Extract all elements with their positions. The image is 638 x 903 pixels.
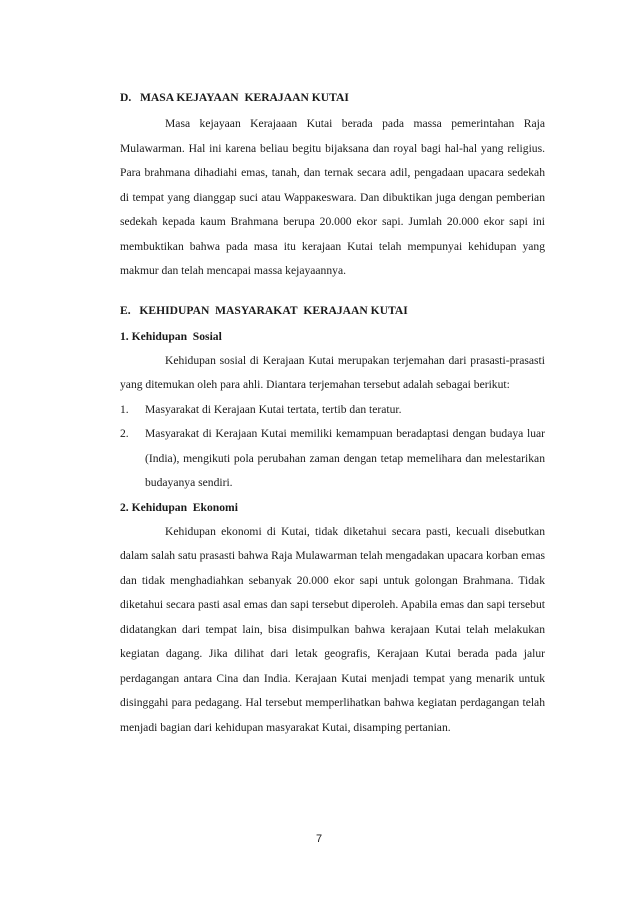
section-e-heading: E. KEHIDUPAN MASYARAKAT KERAJAAN KUTAI: [120, 303, 408, 317]
list-item-number: 1.: [120, 402, 129, 416]
subsection-sosial-title: 1. Kehidupan Sosial: [120, 329, 222, 343]
list-item: [120, 398, 545, 423]
list-item-number: 2.: [120, 427, 129, 440]
list-item: [120, 422, 545, 496]
section-d-heading: D. MASA KEJAYAAN KERAJAAN KUTAI: [120, 91, 349, 104]
list-item-text: Masyarakat di Kerajaan Kutai tertata, tertib dan teratur.: [145, 402, 402, 416]
page-number: 7: [315, 833, 323, 845]
page-content: [120, 84, 545, 740]
section-d-paragraph: Masa kejayaan Kerajaaan Kutai berada pada massa pemerintahan Raja Mulawarman. Hal ini karena beliau begitu bijaksana dan royal bagi hal-hal yang religius. Para brahmana dihadiahi emas, tanah, dan ternak secara adil, pengadaan upacara sedekah di tempat yang dianggap suci atau Wapракeswara. Dan dibuktikan juga dengan pemberian sedekah kepada kaum Brahmana berupa 20.000 ekor sapi. Jumlah 20.000 ekor sapi ini membuktikan bahwa pada masa itu kerajaan Kutai telah mempunyai kehidupan yang makmur dan telah mencapai massa kejayaannya.: [120, 117, 545, 277]
list-item-text: Masyarakat di Kerajaan Kutai memiliki kemampuan beradaptasi dengan budaya luar (India), mengikuti pola perubahan zaman dengan tetap memelihara dan melestarikan budayanya sendiri.: [145, 427, 545, 489]
subsection-sosial-paragraph: Kehidupan sosial di Kerajaan Kutai merupakan terjemahan dari prasasti-prasasti yang ditemukan oleh para ahli. Diantara terjemahan tersebut adalah sebagai berikut:: [120, 353, 545, 391]
sosial-list: [120, 398, 545, 496]
subsection-ekonomi-title: 2. Kehidupan Ekonomi: [120, 500, 238, 514]
subsection-ekonomi-paragraph: Kehidupan ekonomi di Kutai, tidak diketahui secara pasti, kecuali disebutkan dalam salah satu prasasti bahwa Raja Mulawarman telah mengadakan upacara korban emas dan tidak menghadiahkan sebanyak 20.000 ekor sapi untuk golongan Brahmana. Tidak diketahui secara pasti asal emas dan sapi tersebut diperoleh. Apabila emas dan sapi tersebut didatangkan dari tempat lain, bisa disimpulkan bahwa kerajaan Kutai telah melakukan kegiatan dagang. Jika dilihat dari letak geografis, Kerajaan Kutai berada pada jalur perdagangan antara Cina dan India. Kerajaan Kutai menjadi tempat yang menarik untuk disinggahi para pedagang. Hal tersebut memperlihatkan bahwa kegiatan perdagangan telah menjadi bagian dari kehidupan masyarakat Kutai, disamping pertanian.: [120, 524, 545, 734]
